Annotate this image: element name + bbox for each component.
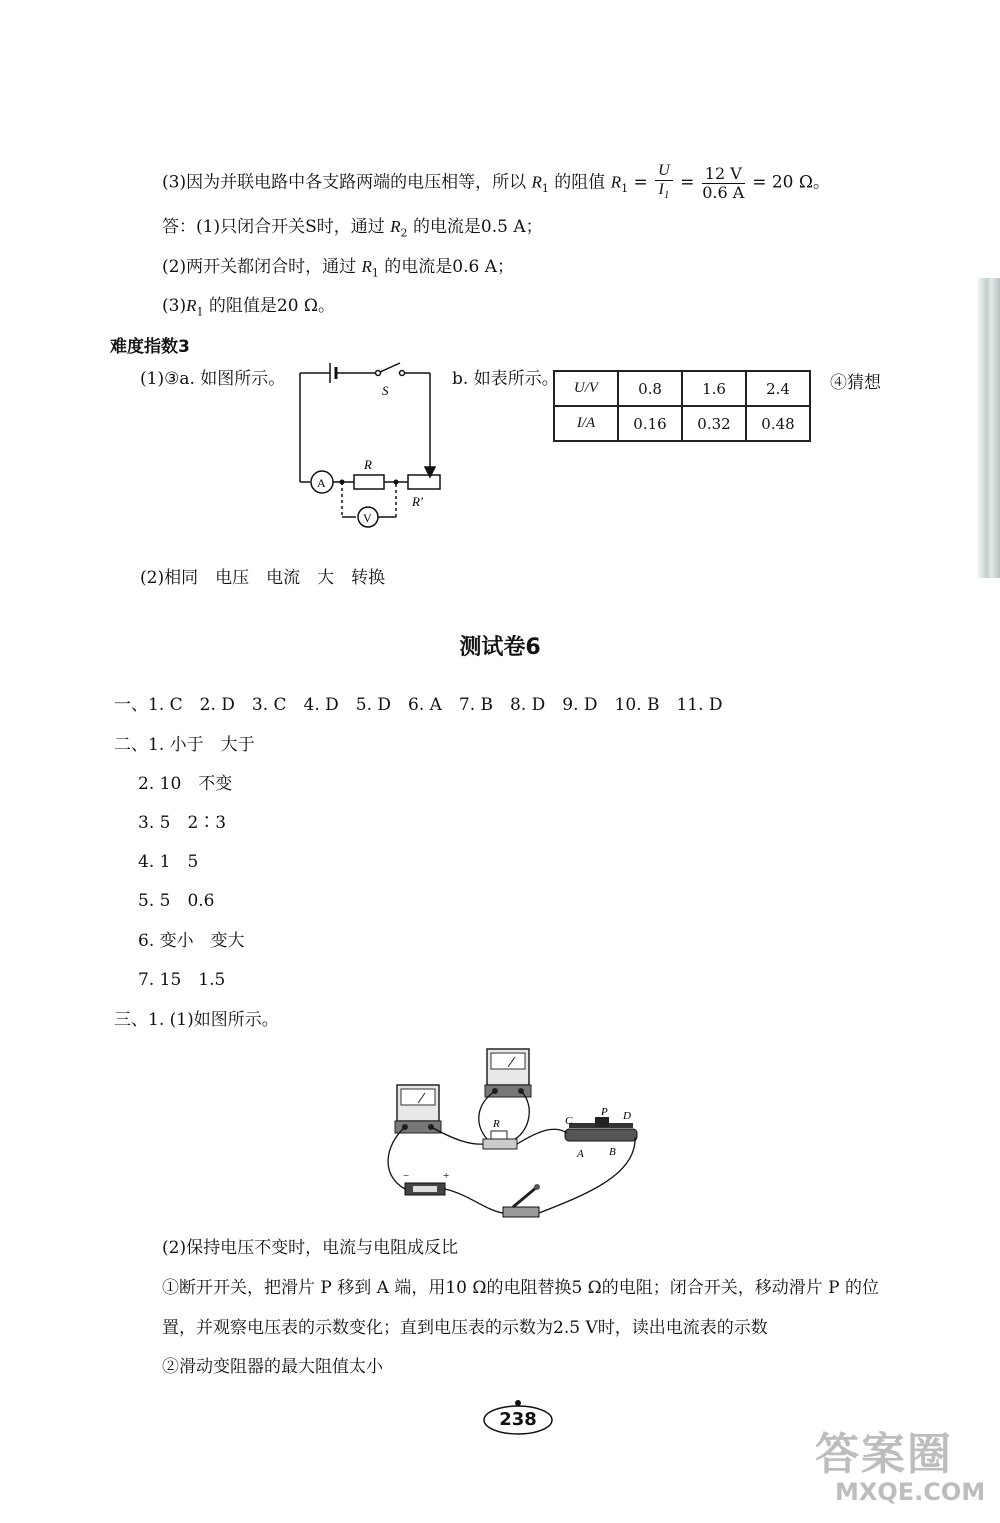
- data-table: [553, 370, 811, 442]
- switch-icon: [503, 1184, 540, 1217]
- test6-sec2-item: 2. 10 不变: [138, 774, 233, 794]
- test6-sec3-step2: ②滑动变阻器的最大阻值太小: [162, 1357, 383, 1377]
- experiment-apparatus-illustration: [375, 1045, 650, 1225]
- label-c: C: [565, 1115, 573, 1127]
- test6-section1: 一、1. C 2. D 3. C 4. D 5. D 6. A 7. B 8. D 9. D 10. B 11. D: [114, 695, 723, 715]
- test6-sec2-item: 3. 5 2∶3: [138, 813, 227, 833]
- frac2-num: 12 V: [702, 165, 745, 184]
- answer-line-1: [162, 216, 543, 244]
- test6-section3-head: 三、1. (1)如图所示。: [114, 1010, 279, 1030]
- label-r: R: [493, 1118, 500, 1130]
- fraction-values: [702, 165, 745, 202]
- ans1-sym: R: [390, 217, 401, 236]
- ammeter-icon: [395, 1085, 441, 1133]
- ans3-sub: 1: [196, 305, 204, 319]
- test6-title: 测试卷6: [459, 635, 541, 660]
- battery-icon: [405, 1183, 445, 1195]
- voltmeter-icon: [485, 1049, 531, 1097]
- table-cell: 0.32: [682, 406, 746, 441]
- ans3-head: (3): [162, 296, 187, 316]
- answer-line-3: [162, 295, 335, 323]
- frac1-den-i: I: [658, 181, 664, 198]
- table-row-u: [554, 371, 810, 406]
- resistor-icon: [483, 1131, 517, 1149]
- watermark-logo: 答案圈: [815, 1429, 953, 1480]
- q3-text-a: (3)因为并联电路中各支路两端的电压相等，所以: [162, 172, 527, 193]
- circuit-label-s: S: [382, 383, 389, 398]
- table-cell: 1.6: [682, 371, 746, 406]
- test6-sec3-step1a: ①断开开关，把滑片 P 移到 A 端，用10 Ω的电阻替换5 Ω的电阻；闭合开关，移动滑片 P 的位: [162, 1278, 880, 1298]
- voltmeter-label: V: [363, 511, 372, 525]
- page-number: 238: [499, 1409, 537, 1430]
- q3-sub2: 1: [621, 181, 629, 195]
- ans3-sym: R: [186, 296, 197, 315]
- table-row-i: [554, 406, 810, 441]
- q3-result: = 20 Ω。: [752, 172, 830, 193]
- q3-text-b: 的阻值: [554, 172, 606, 193]
- q3-sym-r2: R: [610, 172, 622, 192]
- fraction-u-over-i: [655, 162, 673, 204]
- ans2-sym: R: [361, 257, 372, 276]
- q3-sub: 1: [541, 181, 549, 195]
- circuit-diagram: [290, 355, 450, 530]
- q3-eq2: =: [680, 172, 695, 193]
- difficulty-q1-a: (1)③a. 如图所示。: [140, 369, 286, 389]
- label-plus: +: [443, 1170, 450, 1182]
- circuit-label-rprime: R': [412, 494, 423, 509]
- ans3-tail: 的阻值是20 Ω。: [208, 296, 336, 316]
- label-a: A: [577, 1148, 584, 1160]
- difficulty-heading: 难度指数3: [110, 337, 190, 357]
- watermark-url: MXQE.COM: [835, 1478, 986, 1506]
- ans2-tail: 的电流是0.6 A；: [384, 257, 515, 277]
- q3-line: [162, 162, 830, 204]
- difficulty-q1-c: ④猜想: [830, 373, 881, 393]
- test6-sec3-q2: (2)保持电压不变时，电流与电阻成反比: [162, 1238, 459, 1258]
- label-d: D: [623, 1110, 631, 1122]
- table-header-u: U/V: [554, 371, 618, 406]
- frac1-den-sub: 1: [663, 189, 670, 202]
- q3-sym-r: R: [531, 172, 542, 192]
- test6-sec3-step1b: 置，并观察电压表的示数变化；直到电压表的示数为2.5 V时，读出电流表的示数: [162, 1318, 768, 1338]
- difficulty-q1-b: b. 如表所示。: [452, 369, 559, 389]
- table-cell: 0.8: [618, 371, 682, 406]
- ans2-text: (2)两开关都闭合时，通过: [162, 257, 357, 277]
- label-b: B: [609, 1146, 616, 1158]
- table-cell: 0.16: [618, 406, 682, 441]
- table-header-i: I/A: [554, 406, 618, 441]
- answer-line-2: [162, 256, 514, 284]
- table-cell: 0.48: [746, 406, 810, 441]
- ans1-tail: 的电流是0.5 A；: [412, 217, 543, 237]
- test6-sec2-item: 6. 变小 变大: [138, 931, 245, 951]
- frac1-num: U: [655, 162, 673, 181]
- frac1-den: [655, 181, 673, 204]
- test6-sec2-item: 7. 15 1.5: [138, 970, 226, 990]
- ans2-sub: 1: [371, 266, 379, 280]
- ammeter-label: A: [317, 476, 326, 490]
- label-minus: −: [403, 1170, 410, 1182]
- page-edge-strip: [978, 278, 1000, 578]
- test6-sec2-item: 5. 5 0.6: [138, 891, 215, 911]
- test6-sec2-item: 4. 1 5: [138, 852, 199, 872]
- ans1-text: 答：(1)只闭合开关S时，通过: [162, 217, 385, 237]
- test6-sec2-item: 二、1. 小于 大于: [114, 735, 255, 755]
- ans1-sub: 2: [400, 226, 408, 240]
- circuit-label-r: R: [364, 457, 372, 472]
- frac2-den: 0.6 A: [702, 182, 745, 202]
- q3-eq: =: [633, 172, 648, 193]
- table-cell: 2.4: [746, 371, 810, 406]
- label-p: P: [601, 1106, 608, 1118]
- difficulty-q2: (2)相同 电压 电流 大 转换: [140, 568, 386, 588]
